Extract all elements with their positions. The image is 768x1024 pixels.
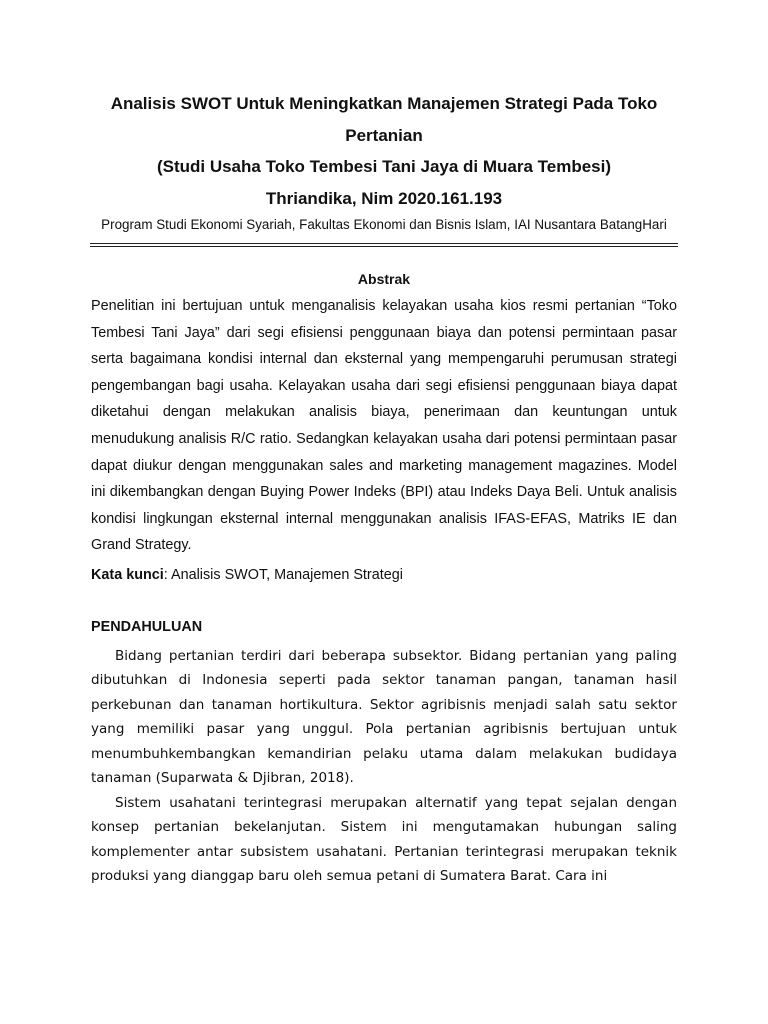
keywords-label: Kata kunci: [91, 567, 164, 583]
section-heading: PENDAHULUAN: [91, 619, 203, 635]
body-paragraph: Bidang pertanian terdiri dari beberapa subsektor. Bidang pertanian yang paling dibutuhkan di Indonesia seperti pada sektor tanaman pangan, tanaman hasil perkebunan dan tanaman hortikultura. Sektor agribisnis menjadi salah satu sektor yang memiliki pasar yang unggul. Pola pertanian agribisnis bertujuan untuk menumbuhkembangkan kemandirian pelaku utama dalam melakukan budidaya tanaman (Suparwata & Djibran, 2018).: [91, 648, 677, 787]
paper-title: Analisis SWOT Untuk Meningkatkan Manajemen Strategi Pada Toko Pertanian: [110, 94, 658, 145]
abstract-body: Penelitian ini bertujuan untuk menganalisis kelayakan usaha kios resmi pertanian “Toko Tembesi Tani Jaya” dari segi efisiensi penggunaan biaya dan potensi permintaan pasar serta bagaimana kondisi internal dan eksternal yang mempengaruhi perumusan strategi pengembangan bagi usaha. Kelayakan usaha dari segi efisiensi penggunaan biaya dapat diketahui dengan melakukan analisis biaya, penerimaan dan keuntungan untuk menudukung analisis R/C ratio. Sedangkan kelayakan usaha dari potensi permintaan pasar dapat diukur dengan menggunakan sales and marketing management magazines. Model ini dikembangkan dengan Buying Power Indeks (BPI) atau Indeks Daya Beli. Untuk analisis kondisi lingkungan eksternal internal menggunakan analisis IFAS-EFAS, Matriks IE dan Grand Strategy.: [91, 298, 677, 554]
affiliation: Program Studi Ekonomi Syariah, Fakultas Ekonomi dan Bisnis Islam, IAI Nusantara BatangHari: [101, 217, 667, 232]
paper-subtitle: (Studi Usaha Toko Tembesi Tani Jaya di Muara Tembesi): [156, 157, 612, 176]
keywords: [91, 562, 677, 588]
header-divider-top: [90, 243, 678, 244]
author-line: Thriandika, Nim 2020.161.193: [265, 189, 503, 208]
abstract-heading: Abstrak: [357, 271, 411, 287]
body-paragraph: Sistem usahatani terintegrasi merupakan alternatif yang tepat sejalan dengan konsep pertanian bekelanjutan. Sistem ini mengutamakan hubungan saling komplementer antar subsistem usahatani. Pertanian terintegrasi merupakan teknik produksi yang dianggap baru oleh semua petani di Sumatera Barat. Cara ini: [91, 795, 677, 885]
header-divider-bottom: [90, 246, 678, 247]
keywords-text: : Analisis SWOT, Manajemen Strategi: [163, 567, 403, 583]
